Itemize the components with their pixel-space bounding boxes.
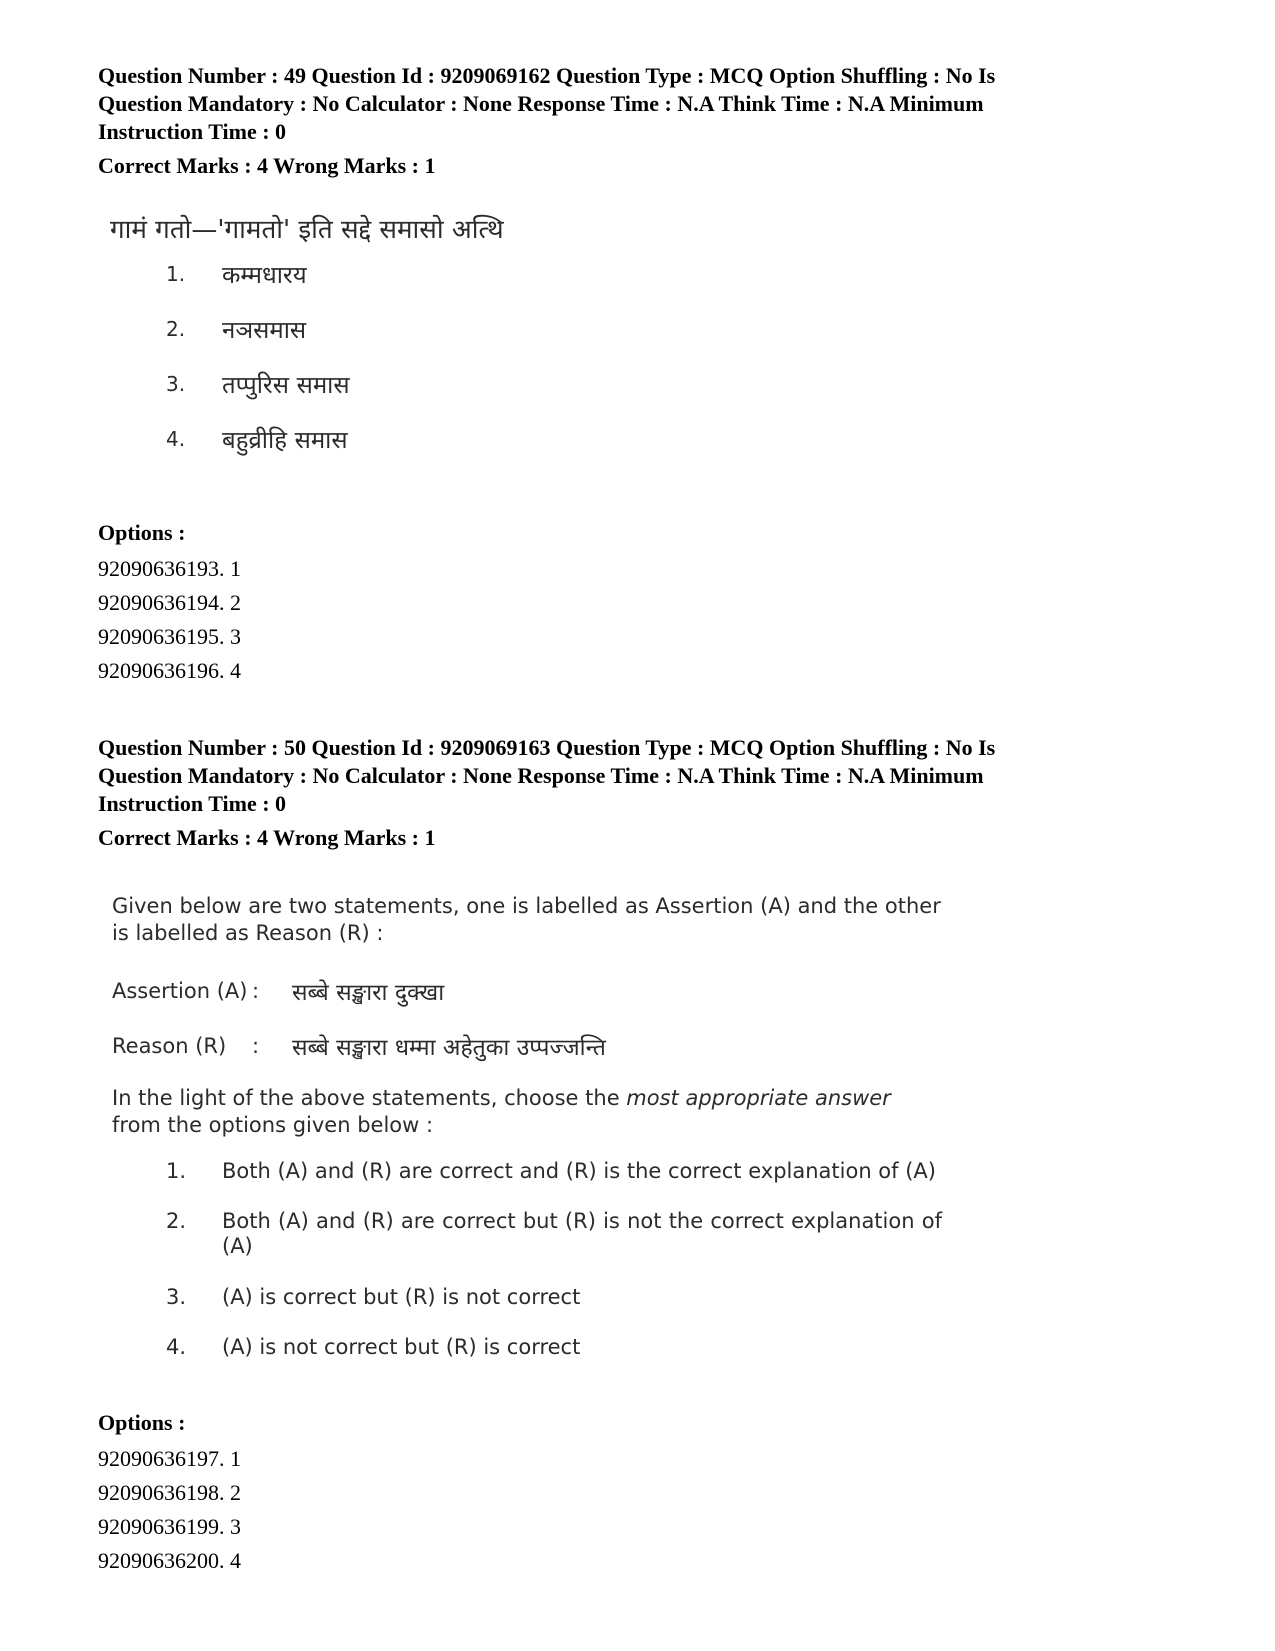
choice-number: 1.: [166, 1159, 187, 1183]
option-item: 92090636194. 2: [98, 590, 241, 615]
choice-number: 4.: [166, 1335, 187, 1359]
answer-choice: [166, 1159, 946, 1209]
option-item: 92090636199. 3: [98, 1514, 241, 1539]
options-title: Options :: [98, 1410, 186, 1435]
answer-choice: [166, 258, 350, 313]
choice-text: तप्पुरिस समास: [222, 371, 350, 399]
assertion-label: Assertion (A): [112, 979, 248, 1003]
choice-number: 2.: [166, 1209, 187, 1233]
choice-text: कम्मधारय: [222, 261, 307, 289]
option-item: 92090636193. 1: [98, 556, 241, 581]
option-item: 92090636197. 1: [98, 1446, 241, 1471]
answer-choice: [166, 368, 350, 423]
choice-number: 3.: [166, 1285, 187, 1309]
question-stem: गामं गतो—'गामतो' इति सद्दे समासो अत्थि: [110, 215, 504, 245]
choice-number: 1.: [166, 262, 186, 286]
choice-text: बहुव्रीहि समास: [222, 426, 348, 454]
question-meta-line: Question Number : 50 Question Id : 9209069163 Question Type : MCQ Option Shuffling : No Is: [98, 735, 996, 760]
choice-number: 4.: [166, 427, 186, 451]
question-meta-line: Instruction Time : 0: [98, 791, 287, 816]
instruction-text: from the options given below :: [112, 1113, 434, 1137]
assertion-row: [112, 975, 444, 1007]
option-item: 92090636195. 3: [98, 624, 241, 649]
option-item: 92090636198. 2: [98, 1480, 241, 1505]
option-item: 92090636196. 4: [98, 658, 241, 683]
answer-choice: [166, 423, 350, 478]
options-title: Options :: [98, 520, 186, 545]
instruction-text: In the light of the above statements, choose the: [112, 1086, 627, 1110]
choice-text: (A) is correct but (R) is not correct: [222, 1285, 581, 1309]
answer-choice: [166, 1335, 946, 1385]
question-49-header: [98, 62, 1198, 180]
reason-row: [112, 1030, 606, 1062]
question-instruction: [112, 1085, 942, 1139]
choice-number: 3.: [166, 372, 186, 396]
choice-text: (A) is not correct but (R) is correct: [222, 1335, 581, 1359]
reason-text: सब्बे सङ्खारा धम्मा अहेतुका उप्पज्जन्ति: [292, 1035, 606, 1061]
question-meta-line: Question Number : 49 Question Id : 9209069162 Question Type : MCQ Option Shuffling : No Is: [98, 63, 996, 88]
question-meta-line: Instruction Time : 0: [98, 119, 287, 144]
choice-text: Both (A) and (R) are correct but (R) is not the correct explanation of (A): [222, 1209, 942, 1258]
question-meta-line: Question Mandatory : No Calculator : None Response Time : N.A Think Time : N.A Minimum: [98, 763, 984, 788]
answer-choice: [166, 1285, 946, 1335]
answer-choice: [166, 1209, 946, 1285]
options-list: [98, 552, 241, 688]
assertion-colon: :: [252, 979, 260, 1003]
question-marks: Correct Marks : 4 Wrong Marks : 1: [98, 825, 436, 850]
answer-choice: [166, 313, 350, 368]
question-50-header: [98, 734, 1198, 852]
choice-number: 2.: [166, 317, 186, 341]
question-marks: Correct Marks : 4 Wrong Marks : 1: [98, 153, 436, 178]
choice-text: नञसमास: [222, 316, 307, 344]
answer-choice-list: [166, 1159, 946, 1385]
reason-label: Reason (R): [112, 1034, 227, 1058]
question-intro: Given below are two statements, one is labelled as Assertion (A) and the other is labelled as Reason (R) :: [112, 894, 941, 945]
options-list: [98, 1442, 241, 1578]
option-item: 92090636200. 4: [98, 1548, 241, 1573]
question-meta-line: Question Mandatory : No Calculator : None Response Time : N.A Think Time : N.A Minimum: [98, 91, 984, 116]
reason-colon: :: [252, 1034, 260, 1058]
choice-text: Both (A) and (R) are correct and (R) is the correct explanation of (A): [222, 1159, 936, 1183]
assertion-text: सब्बे सङ्खारा दुक्खा: [292, 980, 445, 1006]
answer-choice-list: [166, 258, 350, 478]
instruction-emphasis: most appropriate answer: [626, 1086, 891, 1110]
